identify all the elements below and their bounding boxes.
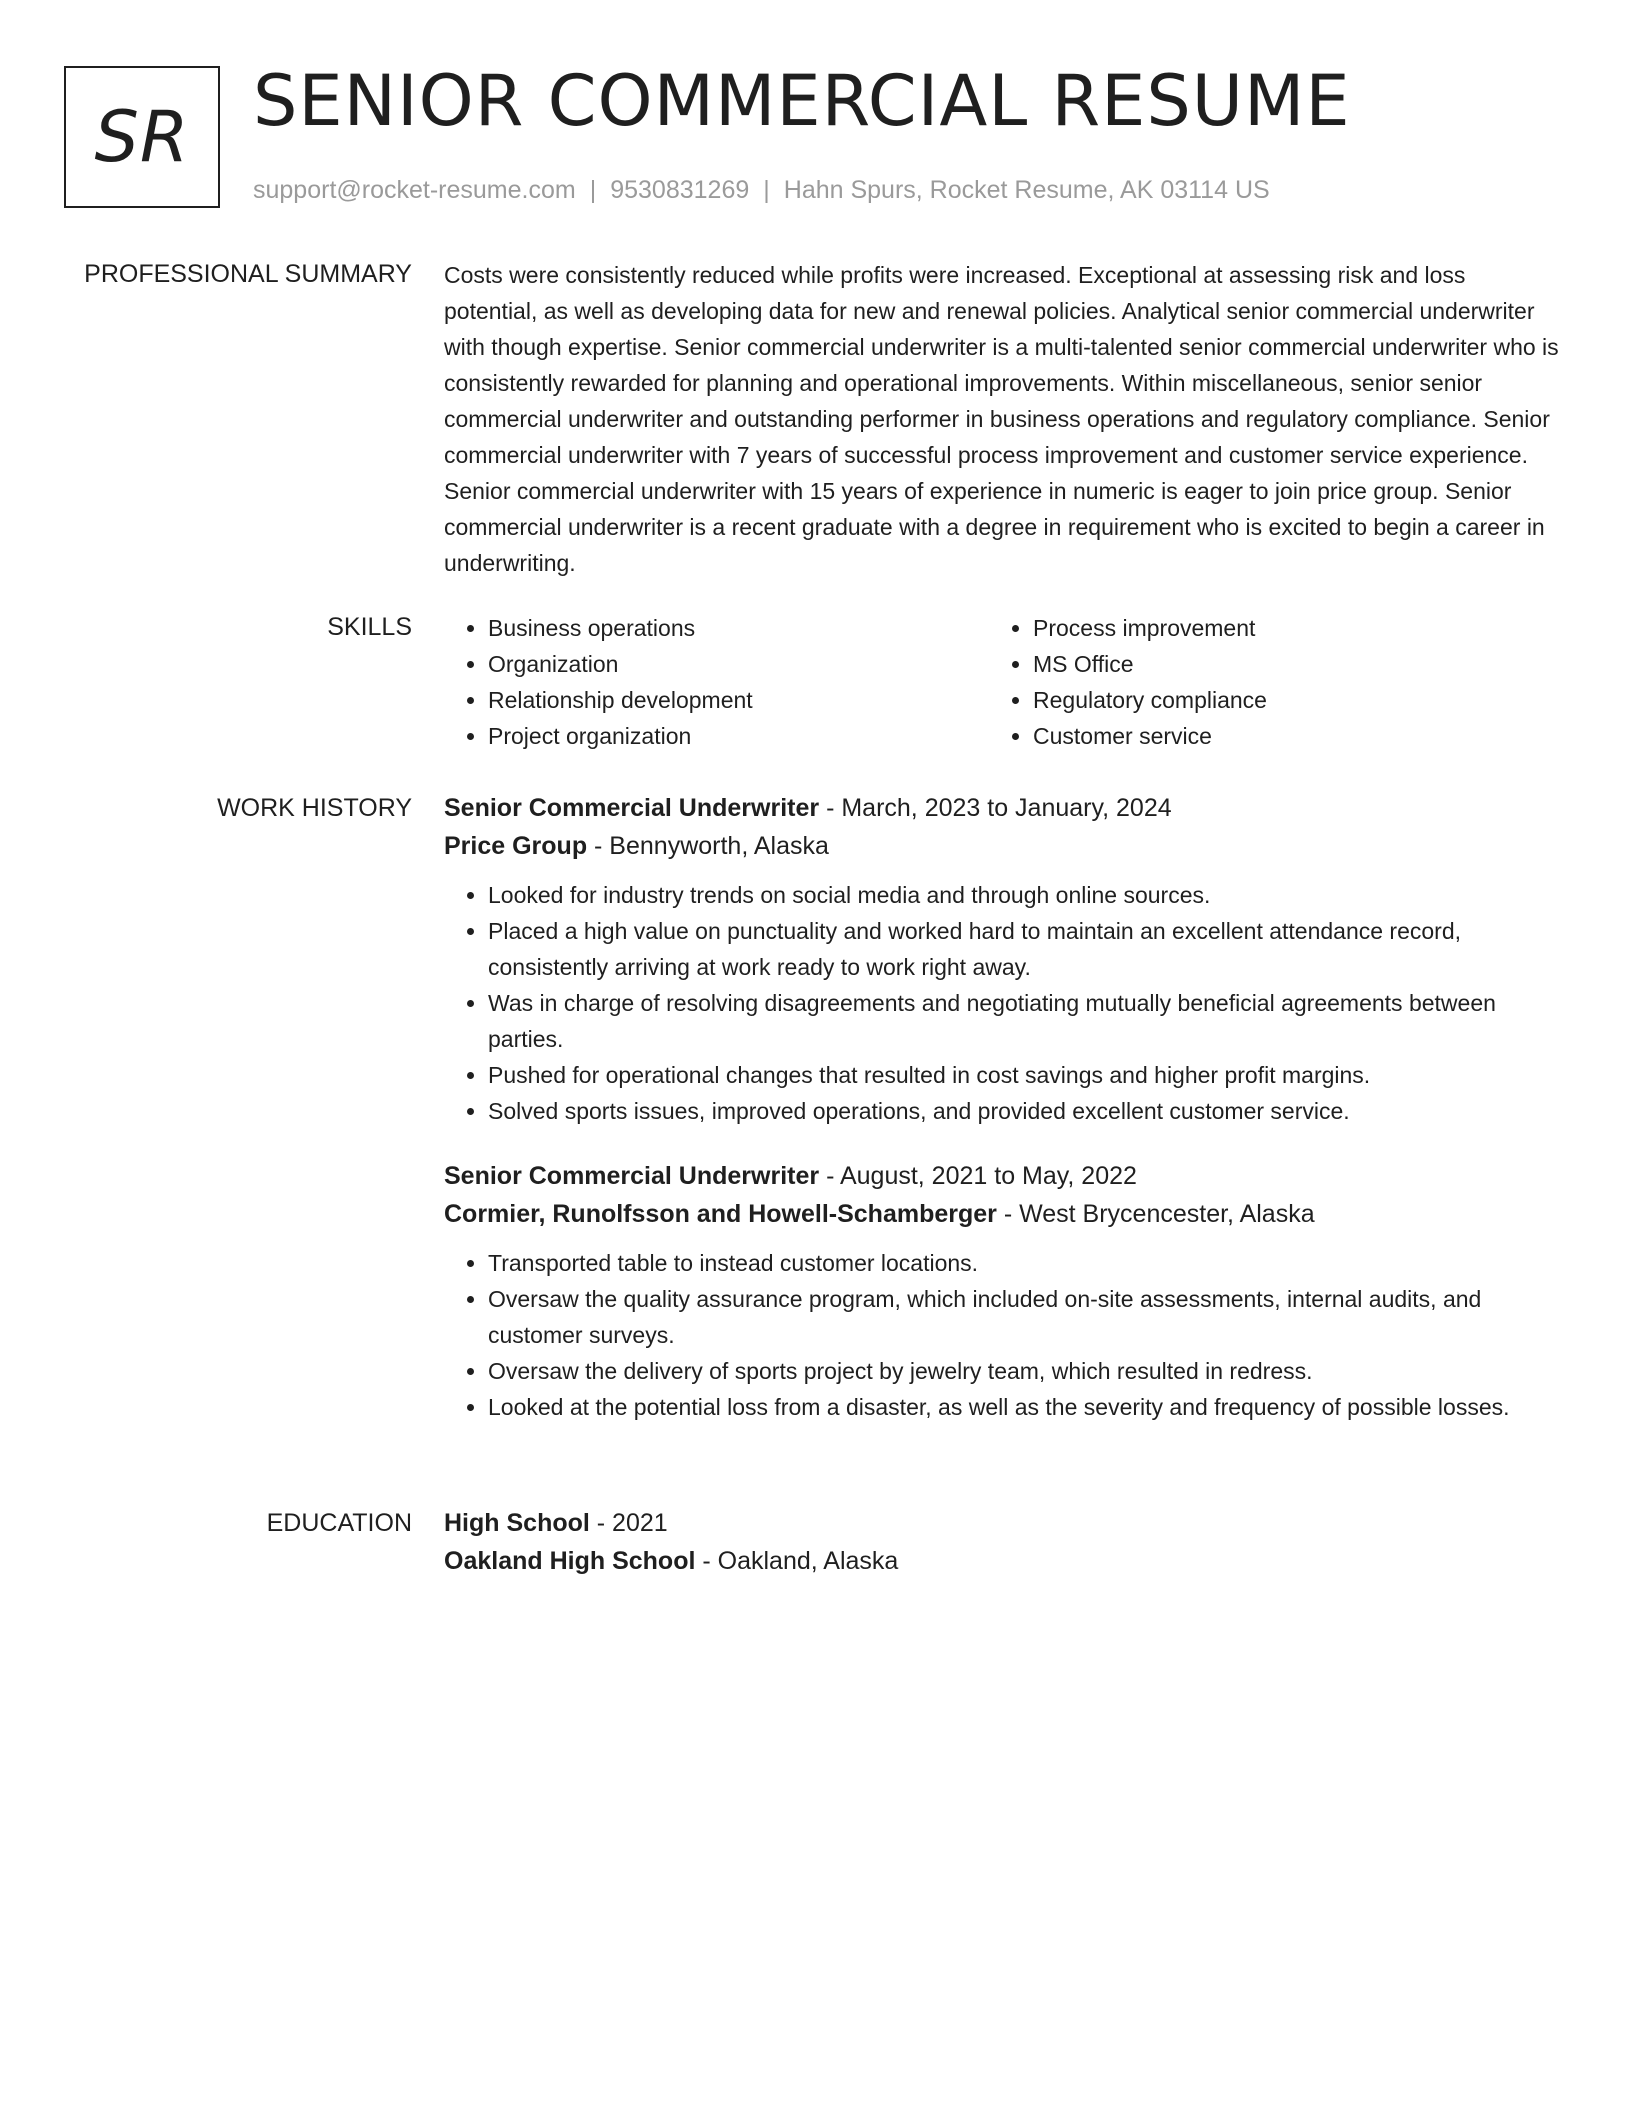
education-section [444, 1504, 1564, 1580]
skill-item: • Customer service [1033, 718, 1534, 754]
job-bullet: • Transported table to instead customer locations. [488, 1245, 1564, 1281]
skill-item: • Relationship development [488, 682, 989, 718]
contact-line [253, 172, 1270, 208]
education-degree: High School [444, 1509, 590, 1537]
job-bullet: • Looked for industry trends on social media and through online sources. [488, 877, 1564, 913]
job-company-line [444, 1195, 1564, 1233]
work-history-section [444, 789, 1564, 1425]
job-bullet: • Looked at the potential loss from a disaster, as well as the severity and frequency of possible losses. [488, 1389, 1564, 1425]
skills-list-right [989, 610, 1534, 754]
job-location: - Bennyworth, Alaska [587, 832, 829, 860]
job-bullet: • Oversaw the delivery of sports project by jewelry team, which resulted in redress. [488, 1353, 1564, 1389]
job-title-line [444, 1157, 1564, 1195]
work-history-heading: WORK HISTORY [217, 794, 412, 822]
contact-separator: | [763, 176, 770, 204]
skill-item: • Organization [488, 646, 989, 682]
contact-address: Hahn Spurs, Rocket Resume, AK 03114 US [783, 176, 1270, 204]
job-bullets [444, 877, 1564, 1129]
resume-title: SENIOR COMMERCIAL RESUME [253, 60, 1351, 142]
skills-grid [444, 610, 1564, 754]
education-school-line [444, 1542, 1564, 1580]
job-title: Senior Commercial Underwriter [444, 1162, 820, 1190]
monogram-badge: SR [64, 66, 220, 208]
job-bullet: • Oversaw the quality assurance program, which included on-site assessments, internal audits, and customer surveys. [488, 1281, 1564, 1353]
job-bullet: • Was in charge of resolving disagreements and negotiating mutually beneficial agreements between parties. [488, 985, 1564, 1057]
skill-item: • Process improvement [1033, 610, 1534, 646]
education-heading: EDUCATION [266, 1509, 412, 1537]
skill-item: • Business operations [488, 610, 989, 646]
summary-heading: PROFESSIONAL SUMMARY [84, 260, 412, 288]
skill-item: • MS Office [1033, 646, 1534, 682]
skill-item: • Project organization [488, 718, 989, 754]
job-bullets [444, 1245, 1564, 1425]
job-company: Price Group [444, 832, 588, 860]
job-title: Senior Commercial Underwriter [444, 794, 820, 822]
skills-section [444, 610, 1564, 754]
education-school: Oakland High School [444, 1547, 696, 1575]
job-bullet: • Placed a high value on punctuality and worked hard to maintain an excellent attendance record, consistently arriving at work ready to work right away. [488, 913, 1564, 985]
skills-heading: SKILLS [327, 613, 412, 641]
job-entry [444, 789, 1564, 1129]
job-entry [444, 1157, 1564, 1425]
education-degree-line [444, 1504, 1564, 1542]
job-location: - West Brycencester, Alaska [996, 1200, 1315, 1228]
job-dates: - March, 2023 to January, 2024 [819, 794, 1172, 822]
education-year: - 2021 [589, 1509, 668, 1537]
summary-section [444, 257, 1564, 581]
job-bullet: • Solved sports issues, improved operations, and provided excellent customer service. [488, 1093, 1564, 1129]
job-company: Cormier, Runolfsson and Howell-Schamberger [444, 1200, 997, 1228]
education-location: - Oakland, Alaska [695, 1547, 899, 1575]
job-dates: - August, 2021 to May, 2022 [819, 1162, 1137, 1190]
summary-text: Costs were consistently reduced while profits were increased. Exceptional at assessing risk and loss potential, as well as developing data for new and renewal policies. Analytical senior commercial underwriter with though expertise. Senior commercial underwriter is a multi-talented senior commercial underwriter who is consistently rewarded for planning and operational improvements. Within miscellaneous, senior senior commercial underwriter and outstanding performer in business operations and regulatory compliance. Senior commercial underwriter with 7 years of successful process improvement and customer service experience. Senior commercial underwriter with 15 years of experience in numeric is eager to join price group. Senior commercial underwriter is a recent graduate with a degree in requirement who is excited to begin a career in underwriting. [444, 262, 1559, 576]
contact-phone[interactable]: 9530831269 [610, 176, 750, 204]
skill-item: • Regulatory compliance [1033, 682, 1534, 718]
contact-separator: | [589, 176, 597, 204]
job-title-line [444, 789, 1564, 827]
skills-list-left [444, 610, 989, 754]
job-bullet: • Pushed for operational changes that resulted in cost savings and higher profit margins. [488, 1057, 1564, 1093]
job-company-line [444, 827, 1564, 865]
contact-email[interactable]: support@rocket-resume.com [253, 176, 576, 204]
